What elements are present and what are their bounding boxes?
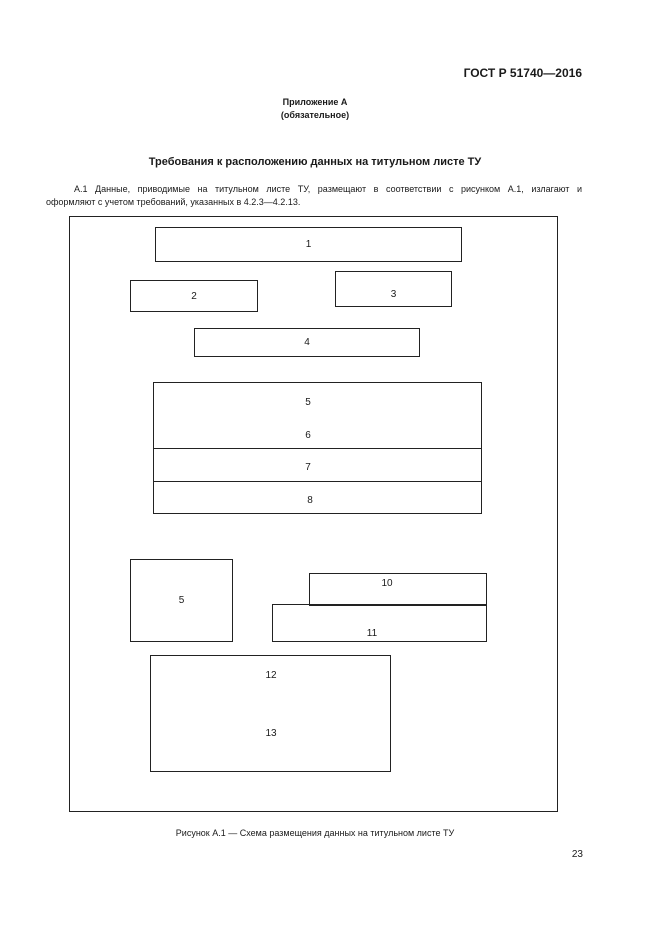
divider-8-9 — [154, 481, 481, 482]
box-5 — [130, 559, 233, 642]
box-3 — [335, 271, 452, 307]
box-group-12-13 — [150, 655, 391, 772]
paragraph-line-2: оформляют с учетом требований, указанных в 4.2.3—4.2.13. — [46, 197, 301, 207]
box-11-label: 11 — [366, 628, 378, 639]
box-1 — [155, 227, 462, 262]
paragraph-line-1: А.1 Данные, приводимые на титульном листе ТУ, размещают в соответствии с рисунком А.1, излагают и — [74, 184, 582, 194]
box-6-label: 5 — [305, 397, 311, 408]
box-11 — [272, 604, 487, 642]
box-4-label: 4 — [304, 337, 310, 348]
box-7-label: 6 — [305, 430, 311, 441]
appendix-heading — [0, 96, 630, 122]
appendix-title: Приложение А — [282, 97, 348, 107]
paragraph-a1 — [46, 183, 582, 209]
page-number: 23 — [571, 849, 583, 860]
document-code: ГОСТ Р 51740—2016 — [463, 66, 582, 80]
figure-caption: Рисунок А.1 — Схема размещения данных на титульном листе ТУ — [175, 828, 455, 838]
box-4 — [194, 328, 420, 357]
divider-7-8 — [154, 448, 481, 449]
box-10-label: 10 — [381, 578, 393, 589]
box-10 — [309, 573, 487, 606]
box-1-label: 1 — [305, 239, 312, 250]
box-13-label: 13 — [265, 728, 277, 739]
section-title: Требования к расположению данных на титульном листе ТУ — [148, 156, 482, 168]
figure-frame — [69, 216, 558, 812]
box-group-6-9 — [153, 382, 482, 514]
box-2-label: 2 — [191, 290, 197, 302]
box-8-label: 7 — [305, 462, 311, 473]
box-2 — [130, 280, 258, 312]
box-5-label: 5 — [178, 595, 185, 606]
box-9-label: 8 — [307, 495, 313, 506]
box-12-label: 12 — [265, 670, 277, 681]
appendix-status: (обязательное) — [280, 110, 350, 120]
box-3-label: 3 — [390, 288, 397, 300]
